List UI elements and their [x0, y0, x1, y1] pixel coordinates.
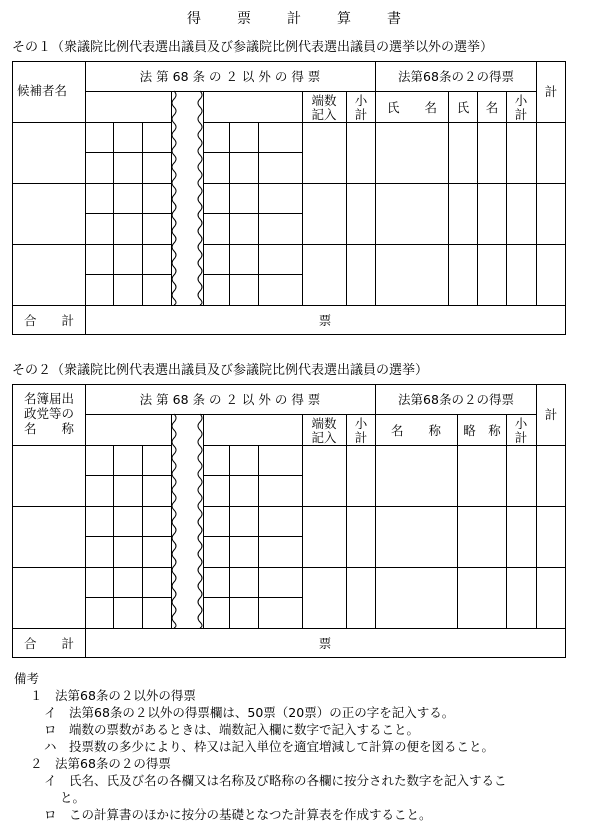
note-item: ロ 端数の票数があるときは、端数記入欄に数字で記入すること。 — [44, 722, 420, 737]
col-party-name: 名 称 — [23, 421, 75, 436]
sub-subtotal-2: 小 — [514, 93, 528, 108]
section1-table — [12, 61, 566, 335]
section1-title: その１（衆議院比例代表選出議員及び参議院比例代表選出議員の選挙以外の選挙） — [12, 40, 494, 55]
sub-abbreviation: 略 称 — [463, 423, 501, 438]
sub-subtotal-2: 小 — [514, 416, 528, 431]
note-item: イ 氏名、氏及び名の各欄又は名称及び略称の各欄に按分された数字を記入するこ — [44, 773, 507, 788]
section2-grid — [12, 384, 566, 658]
sub-subtotal: 計 — [354, 107, 368, 122]
sub-fraction: 記入 — [311, 430, 337, 445]
title-char: 算 — [337, 11, 353, 27]
note-item: イ 法第68条の２以外の得票欄は、50票（20票）の正の字を記入する。 — [44, 705, 455, 720]
sub-subtotal: 小 — [354, 93, 368, 108]
document-title — [0, 8, 590, 28]
note-item: ハ 投票数の多少により、枠又は記入単位を適宜増減して計算の便を図ること。 — [44, 739, 495, 754]
col-total: 計 — [544, 407, 558, 422]
sub-subtotal-2: 計 — [514, 430, 528, 445]
col-art68-votes: 法第68条の２の得票 — [398, 392, 514, 407]
total-label: 合 計 — [23, 636, 75, 651]
note-item: ロ この計算書のほかに按分の基礎となつた計算表を作成すること。 — [44, 807, 432, 822]
sub-surname: 氏 — [456, 100, 470, 115]
title-char: 得 — [187, 11, 203, 27]
col-party-name: 政党等の — [23, 406, 75, 421]
section2-table — [12, 384, 566, 658]
sub-fraction: 端数 — [311, 416, 337, 431]
note-item: １ 法第68条の２以外の得票 — [30, 688, 196, 703]
col-party-name: 名簿届出 — [23, 391, 75, 406]
sub-subtotal: 計 — [354, 430, 368, 445]
note-item: ２ 法第68条の２の得票 — [30, 756, 171, 771]
col-art68-votes: 法第68条の２の得票 — [398, 69, 514, 84]
title-char: 票 — [237, 11, 253, 27]
col-total: 計 — [544, 84, 558, 99]
sub-subtotal: 小 — [354, 416, 368, 431]
title-char: 書 — [387, 11, 403, 27]
sub-name: 名 称 — [390, 423, 442, 438]
section2-title: その２（衆議院比例代表選出議員及び参議院比例代表選出議員の選挙） — [12, 363, 429, 378]
title-char: 計 — [287, 11, 303, 27]
notes-heading: 備考 — [14, 671, 40, 686]
votes-unit: 票 — [318, 636, 332, 651]
note-item: と。 — [60, 790, 86, 805]
sub-subtotal-2: 計 — [514, 107, 528, 122]
col-other-votes: 法 第 68 条 の ２ 以 外 の 得 票 — [139, 69, 321, 84]
sub-fraction: 記入 — [311, 107, 337, 122]
votes-unit: 票 — [318, 313, 332, 328]
col-candidate-name: 候補者名 — [17, 83, 68, 98]
section1-grid — [12, 61, 566, 335]
col-other-votes: 法 第 68 条 の ２ 以 外 の 得 票 — [139, 392, 321, 407]
sub-fullname: 氏 名 — [386, 100, 438, 115]
sub-fraction: 端数 — [311, 93, 337, 108]
sub-given-name: 名 — [485, 100, 499, 115]
total-label: 合 計 — [23, 313, 75, 328]
